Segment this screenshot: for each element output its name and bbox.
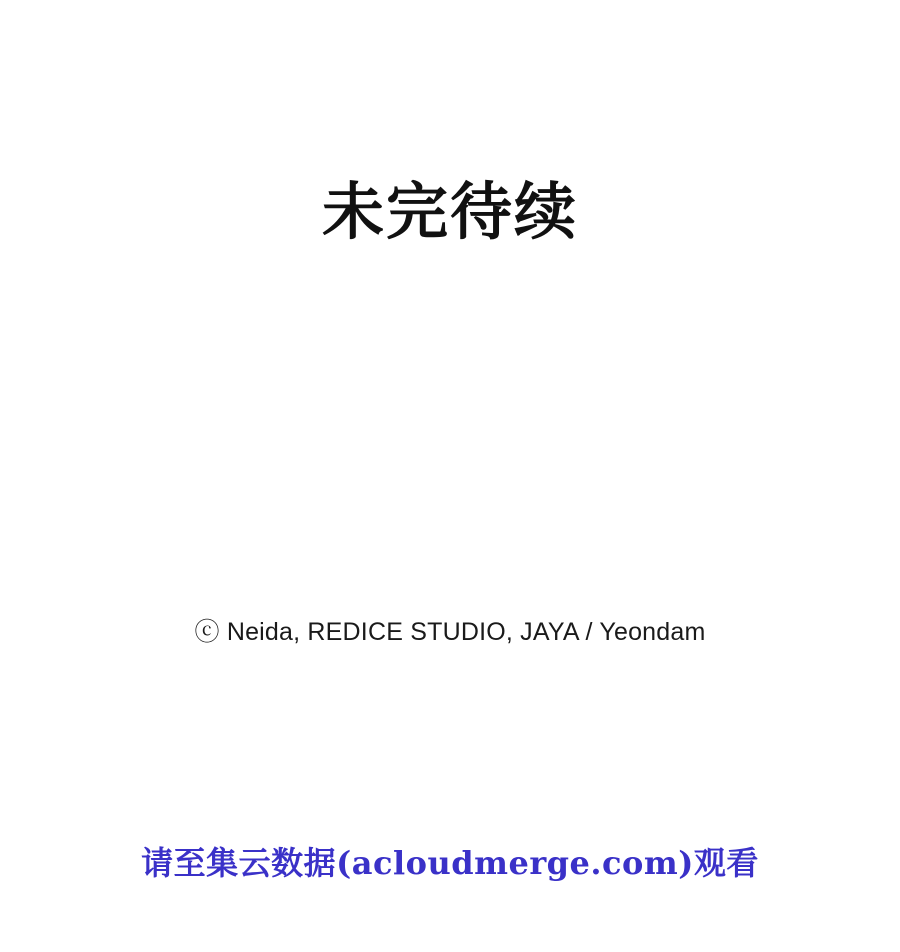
site-watermark: 请至集云数据(acloudmerge.com)观看: [141, 844, 759, 882]
to-be-continued-heading: 未完待续: [321, 175, 578, 248]
copyright-credit: ⓒ Neida, REDICE STUDIO, JAYA / Yeondam: [194, 618, 706, 646]
